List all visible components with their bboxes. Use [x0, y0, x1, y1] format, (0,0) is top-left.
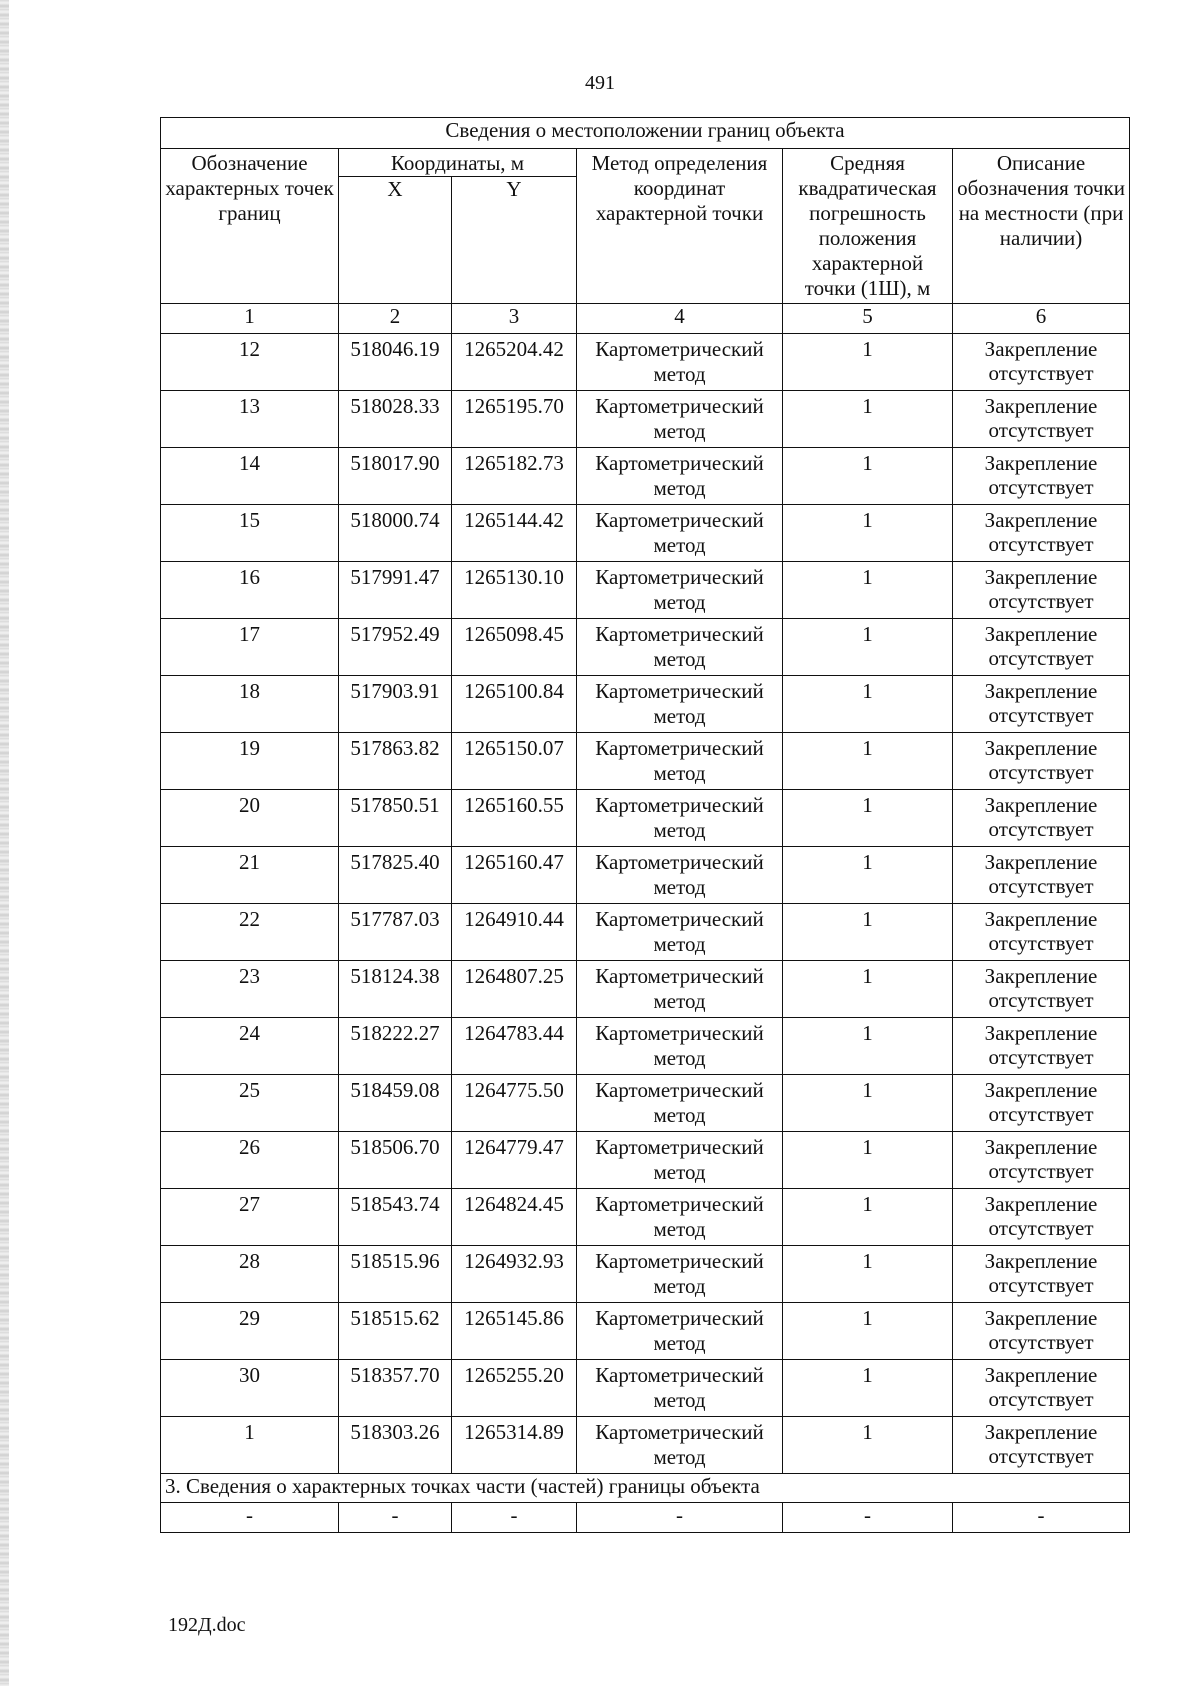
cell-point: 15 [161, 505, 339, 562]
header-row [161, 149, 1130, 177]
cell-y: 1264775.50 [452, 1075, 577, 1132]
cell-method: Картометрический метод [577, 904, 783, 961]
cell-error: 1 [783, 1246, 953, 1303]
header-method: Метод определения координат характерной точки [577, 149, 783, 304]
empty-cell: - [577, 1503, 783, 1533]
cell-x: 518017.90 [339, 448, 452, 505]
column-number: 6 [953, 304, 1130, 334]
cell-method: Картометрический метод [577, 1246, 783, 1303]
table-row [161, 847, 1130, 904]
empty-cell: - [339, 1503, 452, 1533]
table-row [161, 1417, 1130, 1474]
cell-x: 517850.51 [339, 790, 452, 847]
cell-x: 518506.70 [339, 1132, 452, 1189]
cell-method: Картометрический метод [577, 1303, 783, 1360]
table-row [161, 961, 1130, 1018]
cell-description: Закрепление отсутствует [953, 619, 1130, 676]
cell-error: 1 [783, 1360, 953, 1417]
cell-point: 22 [161, 904, 339, 961]
cell-description: Закрепление отсутствует [953, 1303, 1130, 1360]
cell-method: Картометрический метод [577, 1417, 783, 1474]
empty-cell: - [783, 1503, 953, 1533]
cell-error: 1 [783, 904, 953, 961]
table-row [161, 1132, 1130, 1189]
cell-point: 29 [161, 1303, 339, 1360]
header-point: Обозначение характерных точек границ [161, 149, 339, 304]
table-body [161, 118, 1130, 1533]
cell-y: 1265160.55 [452, 790, 577, 847]
cell-description: Закрепление отсутствует [953, 961, 1130, 1018]
cell-description: Закрепление отсутствует [953, 847, 1130, 904]
cell-error: 1 [783, 1018, 953, 1075]
cell-y: 1264932.93 [452, 1246, 577, 1303]
table-row [161, 1075, 1130, 1132]
cell-point: 1 [161, 1417, 339, 1474]
cell-error: 1 [783, 1417, 953, 1474]
cell-description: Закрепление отсутствует [953, 904, 1130, 961]
cell-description: Закрепление отсутствует [953, 562, 1130, 619]
cell-error: 1 [783, 676, 953, 733]
cell-method: Картометрический метод [577, 619, 783, 676]
cell-method: Картометрический метод [577, 1360, 783, 1417]
cell-y: 1264807.25 [452, 961, 577, 1018]
cell-description: Закрепление отсутствует [953, 505, 1130, 562]
table-row [161, 562, 1130, 619]
cell-method: Картометрический метод [577, 1018, 783, 1075]
table-row [161, 1303, 1130, 1360]
cell-description: Закрепление отсутствует [953, 1018, 1130, 1075]
column-number: 2 [339, 304, 452, 334]
cell-error: 1 [783, 334, 953, 391]
cell-x: 518046.19 [339, 334, 452, 391]
footer-filename: 192Д.doc [168, 1614, 246, 1636]
cell-y: 1265145.86 [452, 1303, 577, 1360]
cell-point: 27 [161, 1189, 339, 1246]
cell-y: 1264783.44 [452, 1018, 577, 1075]
cell-y: 1264779.47 [452, 1132, 577, 1189]
cell-point: 16 [161, 562, 339, 619]
cell-x: 517863.82 [339, 733, 452, 790]
cell-y: 1265144.42 [452, 505, 577, 562]
cell-x: 518124.38 [339, 961, 452, 1018]
cell-y: 1265130.10 [452, 562, 577, 619]
empty-cell: - [452, 1503, 577, 1533]
cell-description: Закрепление отсутствует [953, 676, 1130, 733]
cell-error: 1 [783, 1132, 953, 1189]
cell-description: Закрепление отсутствует [953, 790, 1130, 847]
cell-x: 518515.96 [339, 1246, 452, 1303]
table-title: Сведения о местоположении границ объекта [161, 118, 1130, 149]
cell-method: Картометрический метод [577, 505, 783, 562]
cell-error: 1 [783, 391, 953, 448]
cell-x: 517787.03 [339, 904, 452, 961]
header-x: X [339, 177, 452, 304]
table-row [161, 676, 1130, 733]
table-row [161, 505, 1130, 562]
cell-error: 1 [783, 505, 953, 562]
empty-cell: - [953, 1503, 1130, 1533]
cell-method: Картометрический метод [577, 676, 783, 733]
cell-method: Картометрический метод [577, 1132, 783, 1189]
cell-error: 1 [783, 1189, 953, 1246]
cell-error: 1 [783, 1303, 953, 1360]
header-error: Средняя квадратическая погрешность положения характерной точки (1Ш), м [783, 149, 953, 304]
cell-method: Картометрический метод [577, 733, 783, 790]
cell-x: 517825.40 [339, 847, 452, 904]
cell-x: 517991.47 [339, 562, 452, 619]
cell-point: 30 [161, 1360, 339, 1417]
header-coords: Координаты, м [339, 149, 577, 177]
column-number: 4 [577, 304, 783, 334]
section3-empty-row [161, 1503, 1130, 1533]
cell-x: 518028.33 [339, 391, 452, 448]
cell-point: 14 [161, 448, 339, 505]
cell-description: Закрепление отсутствует [953, 1132, 1130, 1189]
cell-x: 518543.74 [339, 1189, 452, 1246]
cell-point: 23 [161, 961, 339, 1018]
table-row [161, 391, 1130, 448]
cell-error: 1 [783, 1075, 953, 1132]
cell-point: 13 [161, 391, 339, 448]
cell-y: 1265314.89 [452, 1417, 577, 1474]
cell-point: 17 [161, 619, 339, 676]
cell-error: 1 [783, 733, 953, 790]
cell-x: 518222.27 [339, 1018, 452, 1075]
cell-y: 1265204.42 [452, 334, 577, 391]
cell-error: 1 [783, 961, 953, 1018]
cell-description: Закрепление отсутствует [953, 1360, 1130, 1417]
cell-point: 24 [161, 1018, 339, 1075]
cell-method: Картометрический метод [577, 847, 783, 904]
cell-description: Закрепление отсутствует [953, 391, 1130, 448]
cell-point: 25 [161, 1075, 339, 1132]
cell-error: 1 [783, 847, 953, 904]
cell-x: 518303.26 [339, 1417, 452, 1474]
cell-point: 19 [161, 733, 339, 790]
cell-error: 1 [783, 790, 953, 847]
cell-description: Закрепление отсутствует [953, 1246, 1130, 1303]
column-number: 3 [452, 304, 577, 334]
cell-y: 1264824.45 [452, 1189, 577, 1246]
header-y: Y [452, 177, 577, 304]
cell-point: 28 [161, 1246, 339, 1303]
table-row [161, 1246, 1130, 1303]
cell-description: Закрепление отсутствует [953, 448, 1130, 505]
column-numbers-row [161, 304, 1130, 334]
cell-x: 518459.08 [339, 1075, 452, 1132]
cell-point: 20 [161, 790, 339, 847]
table-row [161, 448, 1130, 505]
boundary-table [160, 117, 1130, 1533]
table-row [161, 1018, 1130, 1075]
cell-y: 1265150.07 [452, 733, 577, 790]
cell-point: 26 [161, 1132, 339, 1189]
cell-x: 517903.91 [339, 676, 452, 733]
cell-y: 1265195.70 [452, 391, 577, 448]
cell-x: 518357.70 [339, 1360, 452, 1417]
table-row [161, 1189, 1130, 1246]
table-title-row [161, 118, 1130, 149]
cell-x: 518000.74 [339, 505, 452, 562]
scan-edge [0, 0, 9, 1686]
table-row [161, 1360, 1130, 1417]
cell-y: 1265182.73 [452, 448, 577, 505]
page-number: 491 [585, 72, 615, 94]
cell-method: Картометрический метод [577, 391, 783, 448]
cell-x: 517952.49 [339, 619, 452, 676]
cell-method: Картометрический метод [577, 1075, 783, 1132]
cell-y: 1265255.20 [452, 1360, 577, 1417]
cell-method: Картометрический метод [577, 790, 783, 847]
cell-description: Закрепление отсутствует [953, 1417, 1130, 1474]
cell-method: Картометрический метод [577, 334, 783, 391]
cell-error: 1 [783, 448, 953, 505]
cell-y: 1264910.44 [452, 904, 577, 961]
header-description: Описание обозначения точки на местности (при наличии) [953, 149, 1130, 304]
cell-point: 18 [161, 676, 339, 733]
cell-error: 1 [783, 619, 953, 676]
cell-y: 1265160.47 [452, 847, 577, 904]
cell-point: 12 [161, 334, 339, 391]
cell-point: 21 [161, 847, 339, 904]
table-row [161, 334, 1130, 391]
cell-description: Закрепление отсутствует [953, 733, 1130, 790]
cell-error: 1 [783, 562, 953, 619]
table-row [161, 790, 1130, 847]
cell-method: Картометрический метод [577, 1189, 783, 1246]
cell-method: Картометрический метод [577, 448, 783, 505]
column-number: 1 [161, 304, 339, 334]
cell-y: 1265098.45 [452, 619, 577, 676]
cell-description: Закрепление отсутствует [953, 1189, 1130, 1246]
cell-description: Закрепление отсутствует [953, 334, 1130, 391]
table-row [161, 619, 1130, 676]
cell-method: Картометрический метод [577, 562, 783, 619]
cell-y: 1265100.84 [452, 676, 577, 733]
section3-title-row [161, 1474, 1130, 1503]
table-row [161, 733, 1130, 790]
section3-title: 3. Сведения о характерных точках части (частей) границы объекта [161, 1474, 1130, 1503]
cell-description: Закрепление отсутствует [953, 1075, 1130, 1132]
empty-cell: - [161, 1503, 339, 1533]
table-row [161, 904, 1130, 961]
cell-x: 518515.62 [339, 1303, 452, 1360]
cell-method: Картометрический метод [577, 961, 783, 1018]
column-number: 5 [783, 304, 953, 334]
